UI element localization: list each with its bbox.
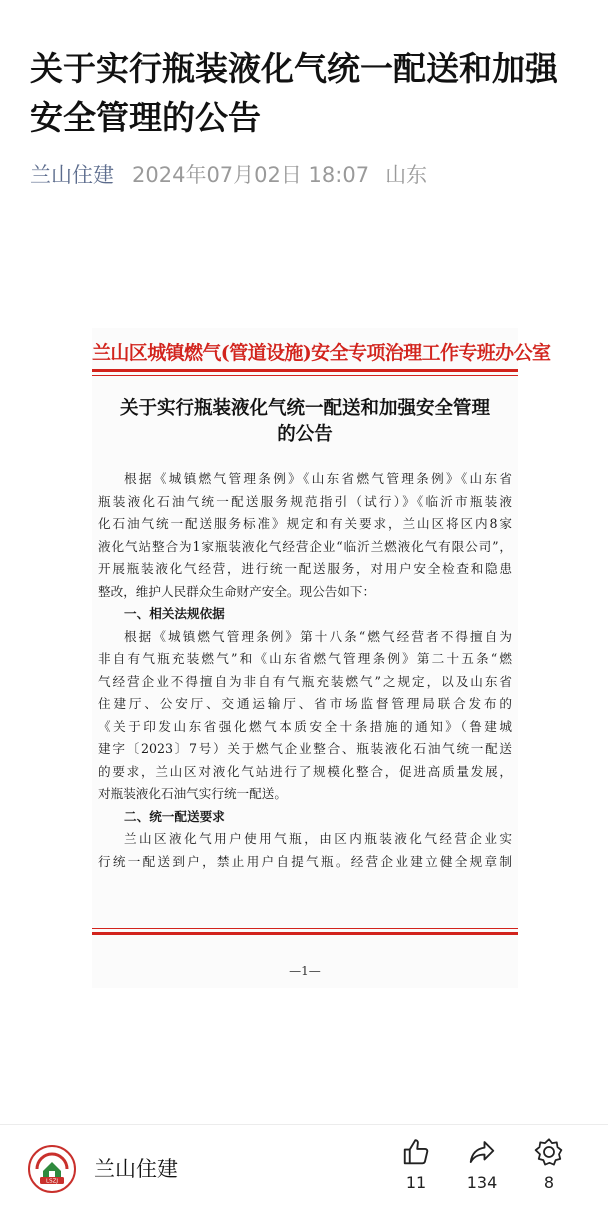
recommend-count: 8 [543, 1173, 555, 1192]
body-line: 开展瓶装液化气经营，进行统一配送服务，对用户安全检查和隐患 [98, 561, 512, 576]
body-line: 建字〔2023〕7号）关于燃气企业整合、瓶装液化石油气统一配送 [98, 741, 512, 756]
share-button[interactable] [452, 1137, 512, 1192]
body-line: 整改，维护人民群众生命财产安全。现公告如下： [98, 583, 376, 599]
footer-red-rule-thin [92, 928, 518, 929]
publish-location: 山东 [385, 163, 428, 187]
body-line: 兰山区液化气用户使用气瓶，由区内瓶装液化气经营企业实 [124, 831, 512, 846]
body-line: 的要求，兰山区对液化气站进行了规模化整合，促进高质量发展， [98, 763, 512, 779]
body-line: 《关于印发山东省强化燃气本质安全十条措施的通知》（鲁建城 [98, 718, 512, 734]
document-body [98, 468, 512, 873]
like-count: 11 [405, 1173, 427, 1192]
document-header: 兰山区城镇燃气(管道设施)安全专项治理工作专班办公室 [92, 342, 551, 364]
header-red-rule-thick [92, 369, 518, 372]
body-line: 非自有气瓶充装燃气”和《山东省燃气管理条例》第二十五条“燃 [98, 651, 512, 666]
document-title-line: 关于实行瓶装液化气统一配送和加强安全管理 [119, 398, 490, 419]
share-count: 134 [466, 1173, 498, 1192]
author-link[interactable]: 兰山住建 [30, 163, 114, 187]
body-line: 液化气站整合为1家瓶装液化气经营企业“临沂兰燃液化气有限公司”， [98, 538, 512, 554]
body-line: 根据《城镇燃气管理条例》第十八条“燃气经营者不得擅自为 [124, 628, 512, 644]
article-title: 关于实行瓶装液化气统一配送和加强安全管理的公告 [30, 49, 558, 137]
thumbs-up-icon [401, 1137, 431, 1167]
footer-red-rule-thick [92, 932, 518, 935]
account-avatar[interactable] [28, 1145, 76, 1193]
recommend-button[interactable] [519, 1137, 579, 1192]
body-line: 瓶装液化石油气统一配送服务规范指引（试行）》《临沂市瓶装液 [98, 493, 512, 509]
document-title-line: 的公告 [277, 424, 333, 445]
body-line: 对瓶装液化石油气实行统一配送。 [98, 786, 287, 801]
body-line: 住建厅、公安厅、交通运输厅、省市场监督管理局联合发布的 [98, 696, 512, 711]
article-meta [30, 158, 427, 190]
document-image[interactable] [92, 328, 551, 988]
section-heading: 二、统一配送要求 [124, 808, 225, 824]
like-button[interactable] [386, 1137, 446, 1192]
body-line: 气经营企业不得擅自为非自有气瓶充装燃气”之规定，以及山东省 [98, 673, 512, 689]
body-line: 根据《城镇燃气管理条例》《山东省燃气管理条例》《山东省 [124, 471, 512, 486]
recommend-icon [534, 1137, 564, 1167]
share-icon [467, 1137, 497, 1167]
body-line: 化石油气统一配送服务标准》规定和有关要求，兰山区将区内8家 [98, 516, 512, 531]
bottom-action-bar [0, 1125, 608, 1213]
publish-date: 2024年07月02日 18:07 [132, 163, 370, 187]
section-heading: 一、相关法规依据 [124, 606, 225, 621]
body-line: 行统一配送到户，禁止用户自提气瓶。经营企业建立健全规章制 [98, 853, 512, 869]
document-title [92, 396, 518, 448]
account-name[interactable]: 兰山住建 [94, 1157, 178, 1181]
header-red-rule-thin [92, 375, 518, 376]
page-number: —1— [289, 964, 321, 978]
avatar-logo-icon [30, 1147, 74, 1191]
avatar-text: LSZJ [46, 1178, 58, 1185]
